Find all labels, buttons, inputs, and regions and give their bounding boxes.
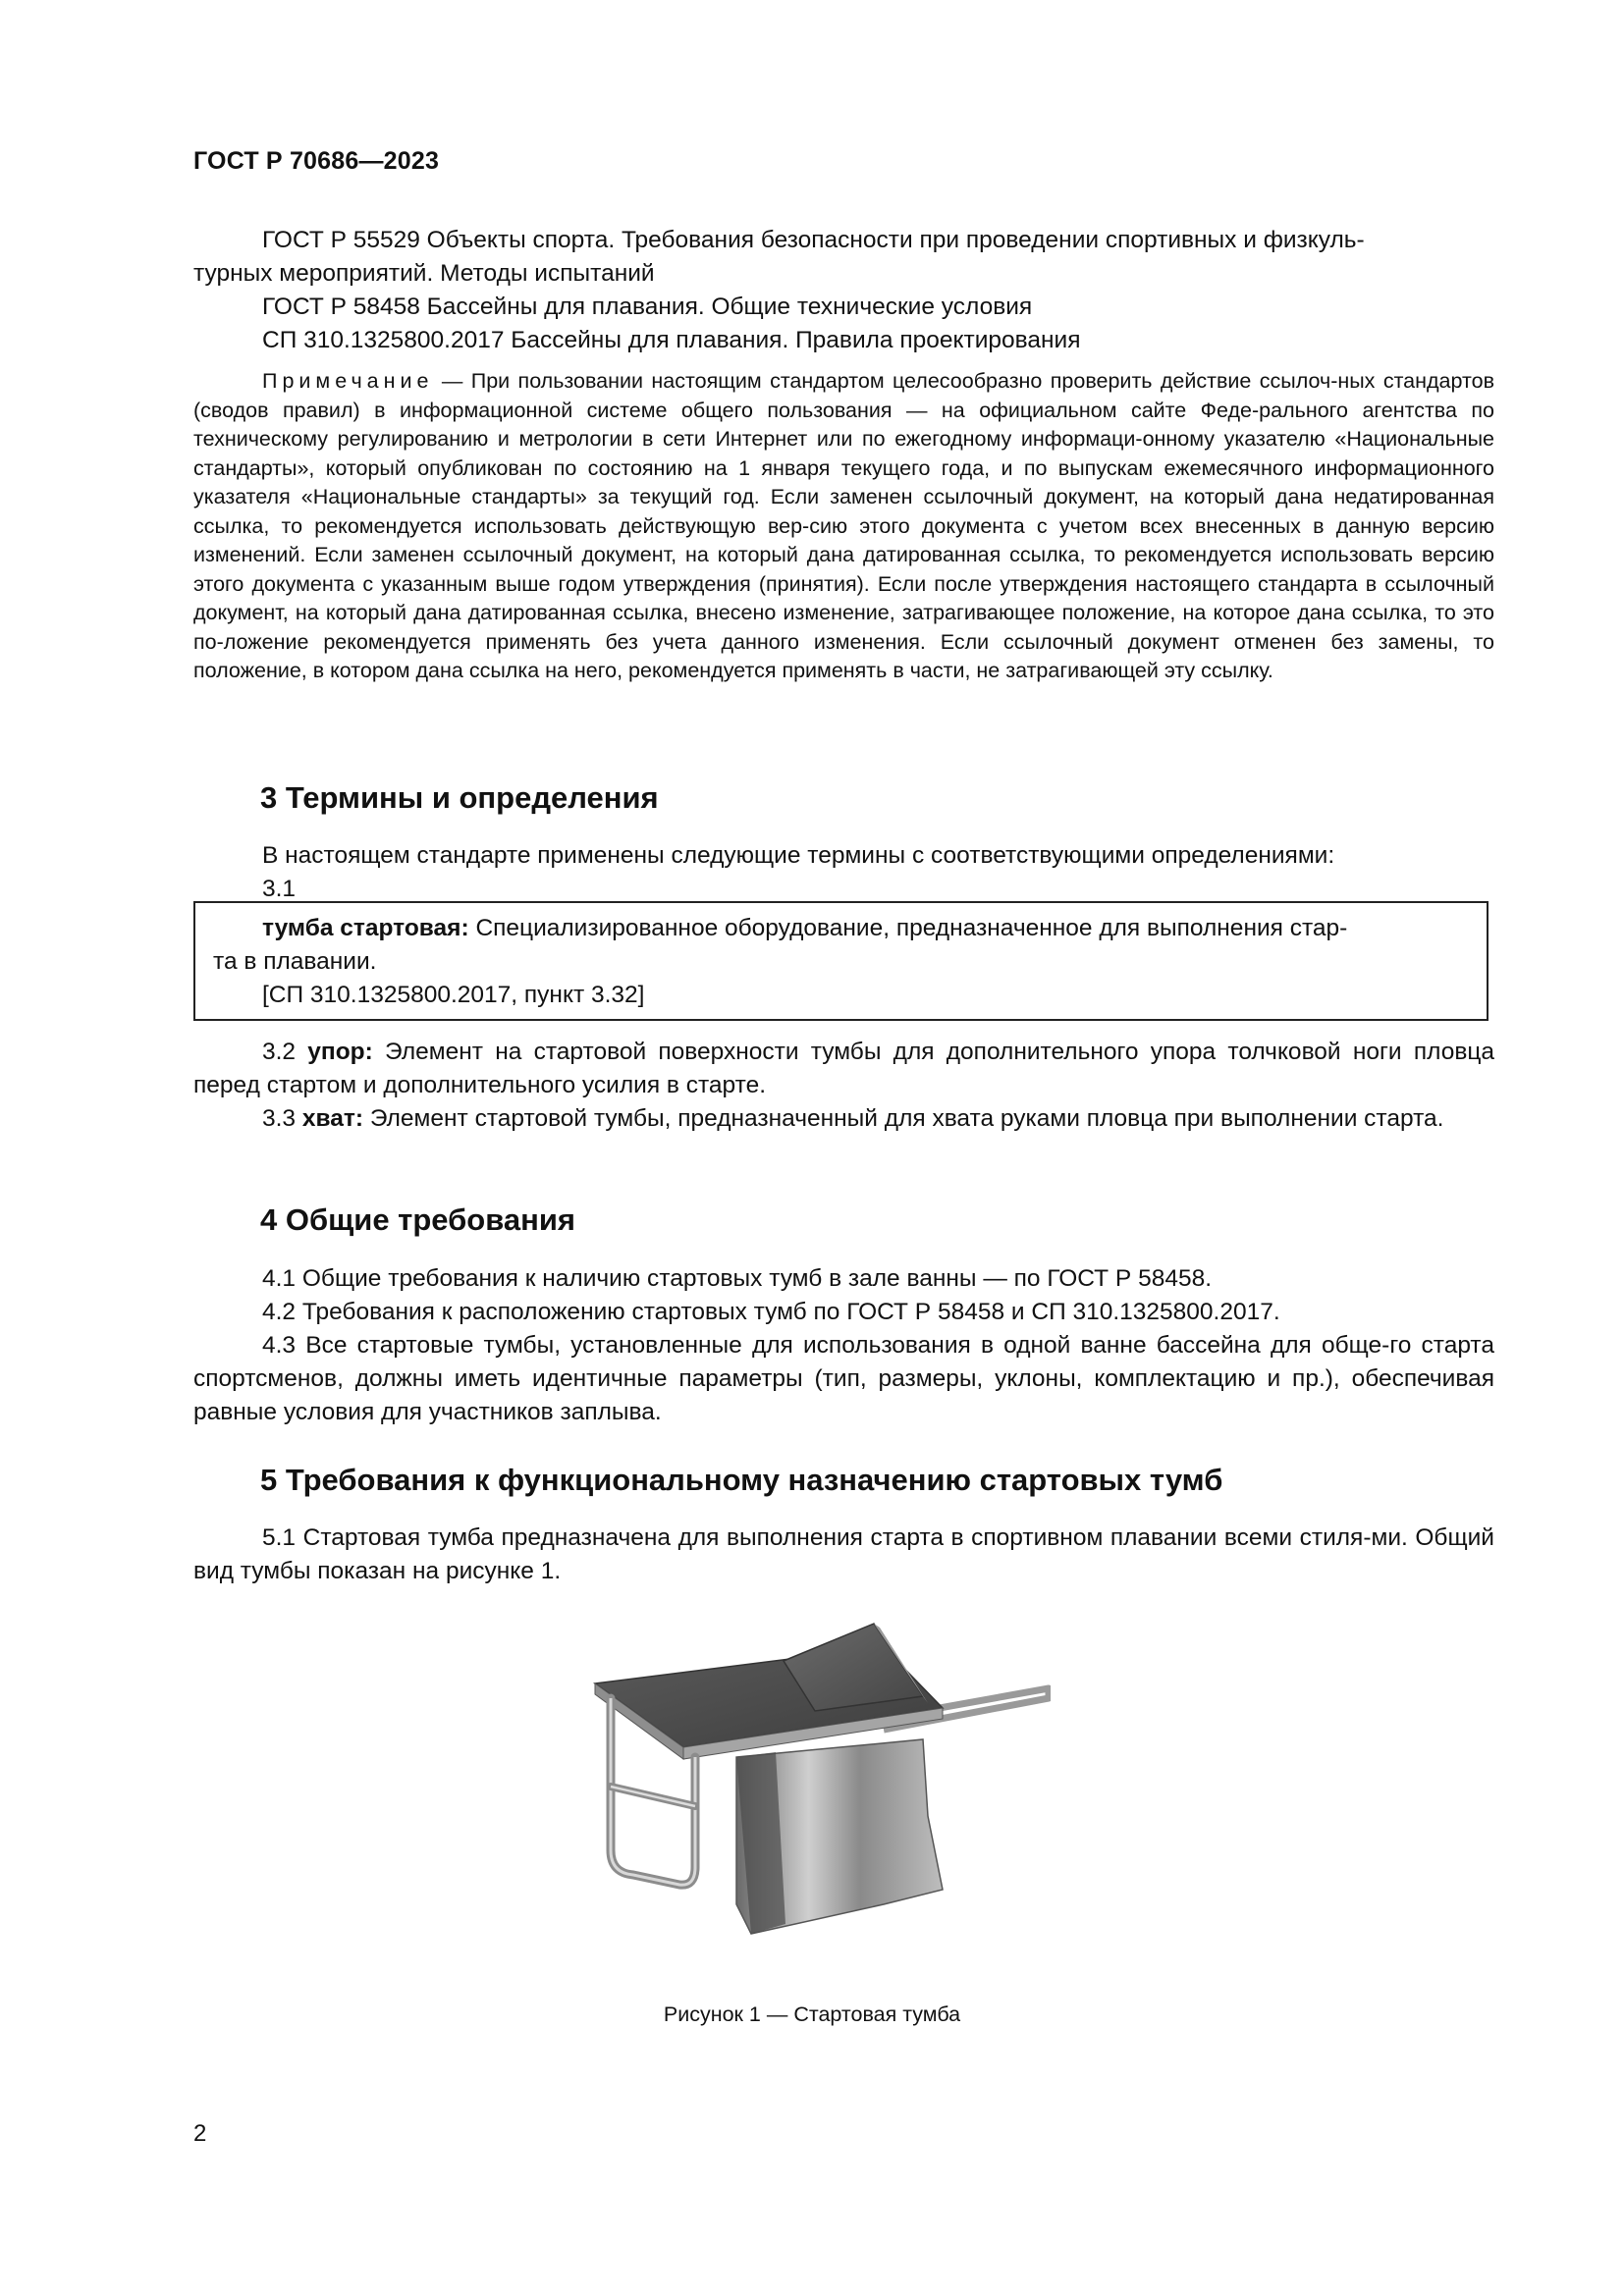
section-3-intro: [193, 839, 1494, 906]
term-number-3-1: 3.1: [262, 876, 297, 902]
definition-3-1-cont: та в плавании.: [213, 948, 377, 975]
page-number: 2: [193, 2120, 207, 2147]
starting-block-figure: [589, 1610, 1051, 1963]
term-3-3: 3.3 хват: Элемент стартовой тумбы, предназначенный для хвата руками пловца при выполнении старта.: [262, 1105, 1444, 1132]
definition-box-3-1: [193, 901, 1489, 1021]
section-5-heading: 5 Требования к функциональному назначению стартовых тумб: [260, 1463, 1223, 1497]
reference-item: [193, 324, 1494, 357]
term-3-2: 3.2 упор: Элемент на стартовой поверхности тумбы для дополнительного упора толчковой ноги пловца перед стартом и дополнительного усилия в старте.: [193, 1039, 1494, 1098]
section-4-body: [193, 1262, 1494, 1429]
reference-text: СП 310.1325800.2017 Бассейны для плавания. Правила проектирования: [262, 327, 1081, 353]
note-label: Примечание: [262, 369, 434, 393]
definition-3-1-source: [СП 310.1325800.2017, пункт 3.32]: [262, 982, 645, 1008]
reference-item: [193, 224, 1494, 257]
paragraph-4-1: 4.1 Общие требования к наличию стартовых тумб в зале ванны — по ГОСТ Р 58458.: [262, 1265, 1213, 1292]
document-header: ГОСТ Р 70686—2023: [193, 147, 440, 175]
references-list: [193, 224, 1494, 357]
reference-text: ГОСТ Р 58458 Бассейны для плавания. Общие технические условия: [262, 294, 1033, 320]
paragraph-4-2: 4.2 Требования к расположению стартовых тумб по ГОСТ Р 58458 и СП 310.1325800.2017.: [262, 1299, 1280, 1325]
reference-item: [193, 291, 1494, 324]
reference-text: ГОСТ Р 55529 Объекты спорта. Требования безопасности при проведении спортивных и физкуль-: [262, 227, 1365, 253]
paragraph-4-3: 4.3 Все стартовые тумбы, установленные для использования в одной ванне бассейна для обще-го старта спортсменов, должны иметь идентичные параметры (тип, размеры, уклоны, комплектацию и пр.), обеспечивая равные условия для участников заплыва.: [193, 1332, 1494, 1425]
note-text: — При пользовании настоящим стандартом целесообразно проверить действие ссылоч-ных стандартов (сводов правил) в информационной системе общего пользования — на официальном сайте Феде-рального агентства по техническому регулированию и метрологии в сети Интернет или по ежегодному информаци-онному указателю «Национальные стандарты», который опубликован по состоянию на 1 января текущего года, и по выпускам ежемесячного информационного указателя «Национальные стандарты» за текущий год. Если заменен ссылочный документ, на который дана недатированная ссылка, то рекомендуется использовать действующую вер-сию этого документа с учетом всех внесенных в данную версию изменений. Если заменен ссылочный документ, на который дана датированная ссылка, то рекомендуется использовать версию этого документа с указанным выше годом утверждения (принятия). Если после утверждения настоящего стандарта в ссылочный документ, на который дана датированная ссылка, внесено изменение, затрагивающее положение, на которое дана ссылка, то это по-ложение рекомендуется применять без учета данного изменения. Если ссылочный документ отменен без замены, то положение, в котором дана ссылка на него, рекомендуется применять в части, не затрагивающей эту ссылку.: [193, 369, 1494, 682]
figure-caption: Рисунок 1 — Стартовая тумба: [663, 2002, 961, 2026]
section-4-heading: 4 Общие требования: [260, 1202, 575, 1237]
section-3-terms: [193, 1036, 1494, 1136]
intro-text: В настоящем стандарте применены следующие термины с соответствующими определениями:: [262, 842, 1335, 869]
definition-3-1: Специализированное оборудование, предназначенное для выполнения стар-: [468, 915, 1348, 941]
paragraph-5-1: 5.1 Стартовая тумба предназначена для выполнения старта в спортивном плавании всеми стиля-ми. Общий вид тумбы показан на рисунке 1.: [193, 1524, 1494, 1584]
reference-text: турных мероприятий. Методы испытаний: [193, 260, 655, 287]
note-paragraph: [193, 367, 1494, 686]
term-3-1: тумба стартовая:: [262, 915, 469, 941]
section-3-heading: 3 Термины и определения: [260, 780, 659, 815]
reference-item-cont: [193, 257, 1494, 291]
section-5-body: [193, 1522, 1494, 1588]
